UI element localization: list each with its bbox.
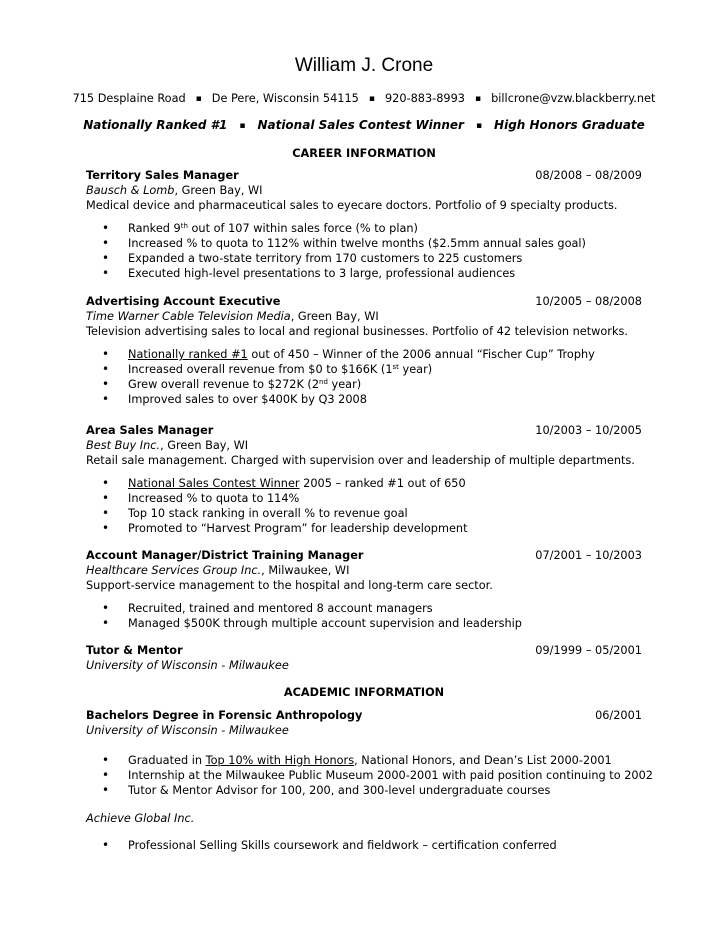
- email-address: billcrone@vzw.blackberry.net: [491, 92, 656, 105]
- job-entry: [86, 294, 642, 407]
- separator-square-icon: ▪: [239, 121, 246, 131]
- bullet-text: year): [327, 378, 362, 391]
- bullet-text: 2005 – ranked #1 out of 650: [299, 477, 466, 490]
- bullet-text: Tutor & Mentor Advisor for 100, 200, and 300-level undergraduate courses: [128, 784, 551, 797]
- bullet-underlined-text: Nationally ranked #1: [128, 348, 248, 361]
- bullet-icon: •: [102, 347, 110, 361]
- degree-entry: [86, 708, 653, 798]
- bullet-icon: •: [102, 362, 110, 376]
- company-name: University of Wisconsin - Milwaukee: [86, 659, 289, 672]
- job-title: Area Sales Manager: [86, 424, 214, 437]
- bullet-text: Increased overall revenue from $0 to $166K (1: [128, 363, 393, 376]
- list-item: [86, 616, 642, 631]
- list-item: [86, 521, 642, 536]
- job-company-line: [86, 438, 642, 453]
- list-item: [86, 377, 642, 392]
- tagline-item: National Sales Contest Winner: [257, 118, 464, 132]
- bullet-text: Recruited, trained and mentored 8 account managers: [128, 602, 433, 615]
- bullet-icon: •: [102, 476, 110, 490]
- bullet-icon: •: [102, 377, 110, 391]
- job-bullets: [86, 221, 642, 281]
- bullet-text: Expanded a two-state territory from 170 customers to 225 customers: [128, 252, 523, 265]
- job-title: Territory Sales Manager: [86, 169, 239, 182]
- separator-square-icon: ▪: [475, 121, 483, 131]
- list-item: [86, 491, 642, 506]
- bullet-icon: •: [102, 838, 110, 852]
- separator-square-icon: ▪: [475, 94, 482, 104]
- bullet-text: Ranked 9: [128, 222, 181, 235]
- bullet-icon: •: [102, 506, 110, 520]
- job-company-line: [86, 309, 642, 324]
- list-item: [86, 838, 642, 853]
- bullet-text: Increased % to quota to 114%: [128, 492, 300, 505]
- separator-square-icon: ▪: [195, 94, 202, 104]
- degree-school: University of Wisconsin - Milwaukee: [86, 724, 289, 737]
- job-description: Support-service management to the hospital and long-term care sector.: [86, 579, 493, 592]
- job-dates: 08/2008 – 08/2009: [535, 169, 642, 182]
- job-company-line: [86, 563, 642, 578]
- list-item: [86, 236, 642, 251]
- job-dates: 10/2005 – 08/2008: [535, 295, 642, 308]
- list-item: [86, 506, 642, 521]
- degree-bullets: [86, 753, 653, 798]
- bullet-icon: •: [102, 251, 110, 265]
- bullet-text: Grew overall revenue to $272K (2: [128, 378, 320, 391]
- job-company-line: [86, 183, 642, 198]
- bullet-underlined-text: National Sales Contest Winner: [128, 477, 300, 490]
- job-header: [86, 423, 642, 438]
- bullet-icon: •: [102, 601, 110, 615]
- bullet-icon: •: [102, 221, 110, 235]
- phone-number: 920-883-8993: [384, 92, 465, 105]
- company-location: , Green Bay, WI: [174, 184, 263, 197]
- degree-header: [86, 708, 642, 723]
- candidate-name: William J. Crone: [294, 55, 434, 76]
- bullet-text: Internship at the Milwaukee Public Museum 2000-2001 with paid position continuing to 2002: [128, 769, 653, 782]
- bullet-text: out of 450 – Winner of the 2006 annual “Fischer Cup” Trophy: [247, 348, 595, 361]
- bullet-text: , National Honors, and Dean’s List 2000-2001: [354, 754, 612, 767]
- address-city: De Pere, Wisconsin 54115: [211, 92, 359, 105]
- job-bullets: [86, 476, 642, 536]
- job-description: Medical device and pharmaceutical sales to eyecare doctors. Portfolio of 9 specialty products.: [86, 199, 618, 212]
- bullet-text: year): [398, 363, 433, 376]
- company-location: , Milwaukee, WI: [261, 564, 350, 577]
- list-item: [86, 768, 653, 783]
- company-name: Healthcare Services Group Inc.: [86, 564, 262, 577]
- degree-title: Bachelors Degree in Forensic Anthropology: [86, 709, 363, 722]
- job-title: Tutor & Mentor: [86, 644, 183, 657]
- bullet-text: Executed high-level presentations to 3 large, professional audiences: [128, 267, 516, 280]
- job-header: [86, 548, 642, 563]
- job-bullets: [86, 601, 642, 631]
- list-item: [86, 221, 642, 236]
- bullet-icon: •: [102, 753, 110, 767]
- bullet-icon: •: [102, 768, 110, 782]
- list-item: [86, 783, 642, 798]
- job-entry: [86, 643, 642, 673]
- bullet-icon: •: [102, 392, 110, 406]
- bullet-text: Managed $500K through multiple account supervision and leadership: [128, 617, 522, 630]
- career-section-heading: CAREER INFORMATION: [292, 147, 436, 160]
- job-header: [86, 168, 642, 183]
- tagline: [0, 118, 728, 132]
- job-dates: 07/2001 – 10/2003: [535, 549, 642, 562]
- tagline-item: High Honors Graduate: [494, 118, 645, 132]
- tagline-item: Nationally Ranked #1: [83, 118, 228, 132]
- job-title: Advertising Account Executive: [86, 295, 281, 308]
- list-item: [86, 362, 642, 377]
- company-location: , Green Bay, WI: [290, 310, 379, 323]
- job-header: [86, 294, 642, 309]
- bullet-icon: •: [102, 491, 110, 505]
- bullet-text: Improved sales to over $400K by Q3 2008: [128, 393, 367, 406]
- company-name: Time Warner Cable Television Media: [86, 310, 291, 323]
- degree-date: 06/2001: [595, 709, 642, 722]
- job-title: Account Manager/District Training Manager: [86, 549, 364, 562]
- job-header: [86, 643, 642, 658]
- list-item: [86, 251, 642, 266]
- ordinal-suffix: nd: [319, 378, 328, 386]
- bullet-text: Top 10 stack ranking in overall % to revenue goal: [128, 507, 408, 520]
- bullet-underlined-text: Top 10% with High Honors: [205, 754, 355, 767]
- list-item: [86, 601, 642, 616]
- address-street: 715 Desplaine Road: [72, 92, 186, 105]
- company-name: Best Buy Inc.: [86, 439, 161, 452]
- job-entry: [86, 168, 642, 281]
- ordinal-suffix: th: [180, 222, 188, 230]
- list-item: [86, 347, 642, 362]
- job-description: Television advertising sales to local and regional businesses. Portfolio of 42 television networks.: [86, 325, 628, 338]
- company-name: Bausch & Lomb: [86, 184, 175, 197]
- list-item: [86, 392, 642, 407]
- bullet-icon: •: [102, 266, 110, 280]
- bullet-icon: •: [102, 521, 110, 535]
- bullet-text: out of 107 within sales force (% to plan): [187, 222, 418, 235]
- bullet-icon: •: [102, 783, 110, 797]
- job-entry: [86, 423, 642, 536]
- separator-square-icon: ▪: [368, 94, 375, 104]
- company-location: , Green Bay, WI: [160, 439, 249, 452]
- bullet-text: Increased % to quota to 112% within twelve months ($2.5mm annual sales goal): [128, 237, 586, 250]
- list-item: [86, 266, 642, 281]
- job-dates: 09/1999 – 05/2001: [535, 644, 642, 657]
- training-school: Achieve Global Inc.: [86, 812, 195, 825]
- job-dates: 10/2003 – 10/2005: [535, 424, 642, 437]
- contact-line: [0, 92, 728, 105]
- job-company-line: [86, 658, 642, 673]
- bullet-text: Promoted to “Harvest Program” for leadership development: [128, 522, 468, 535]
- list-item: [86, 476, 642, 491]
- ordinal-suffix: st: [392, 363, 399, 371]
- job-description: Retail sale management. Charged with supervision over and leadership of multiple departments.: [86, 454, 635, 467]
- job-entry: [86, 548, 642, 631]
- academic-section-heading: ACADEMIC INFORMATION: [283, 686, 445, 699]
- training-entry: [86, 811, 642, 853]
- list-item: [86, 753, 642, 768]
- bullet-icon: •: [102, 236, 110, 250]
- bullet-text: Graduated in: [128, 754, 206, 767]
- bullet-icon: •: [102, 616, 110, 630]
- job-bullets: [86, 347, 642, 407]
- bullet-text: Professional Selling Skills coursework and fieldwork – certification conferred: [128, 839, 557, 852]
- training-bullets: [86, 838, 642, 853]
